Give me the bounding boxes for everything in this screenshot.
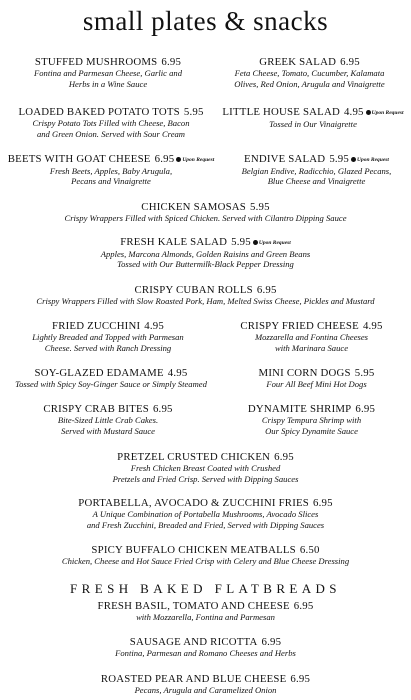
item-desc: A Unique Combination of Portabella Mushrooms, Avocado Slices bbox=[92, 509, 319, 519]
item-price: 5.95 bbox=[183, 106, 204, 118]
flatbread-basil-tomato bbox=[0, 600, 411, 623]
item-price: 5.95 bbox=[329, 153, 350, 165]
item-desc: Our Spicy Dynamite Sauce bbox=[265, 425, 358, 436]
item-name: SOY-GLAZED EDAMAME bbox=[34, 367, 164, 379]
item-name: FRESH BASIL, TOMATO AND CHEESE bbox=[97, 600, 290, 612]
upon-request-icon bbox=[366, 110, 371, 115]
upon-request-badge: Upon Request bbox=[176, 154, 214, 166]
item-desc: and Green Onion. Served with Sour Cream bbox=[36, 128, 186, 139]
item-desc: Served with Mustard Sauce bbox=[61, 425, 155, 436]
item-desc: Belgian Endive, Radicchio, Glazed Pecans, bbox=[241, 165, 392, 176]
item-name: CRISPY CUBAN ROLLS bbox=[134, 284, 253, 296]
item-desc: Pretzels and Fried Crisp. Served with Dipping Sauces bbox=[112, 473, 299, 484]
item-desc: Herbs in a Wine Sauce bbox=[68, 78, 148, 89]
menu-item-portabella-fries bbox=[0, 497, 411, 530]
upon-request-icon bbox=[253, 240, 258, 245]
item-name: BEETS WITH GOAT CHEESE bbox=[7, 153, 151, 165]
item-desc: Pecans, Arugula and Caramelized Onion bbox=[134, 685, 277, 695]
item-desc: Fresh Chicken Breast Coated with Crushed bbox=[130, 463, 281, 473]
upon-request-badge: Upon Request bbox=[351, 154, 389, 166]
upon-request-icon bbox=[351, 157, 356, 162]
item-name: ROASTED PEAR AND BLUE CHEESE bbox=[100, 673, 287, 685]
item-name: MINI CORN DOGS bbox=[258, 367, 351, 379]
item-desc: Bite-Sized Little Crab Cakes. bbox=[57, 415, 159, 425]
item-name: FRESH KALE SALAD bbox=[120, 236, 228, 248]
item-name: ENDIVE SALAD bbox=[244, 153, 326, 165]
item-desc: Tossed with Our Buttermilk-Black Pepper Dressing bbox=[117, 259, 294, 270]
item-name: STUFFED MUSHROOMS bbox=[34, 56, 158, 68]
menu-item-greek-salad bbox=[212, 56, 407, 89]
item-name: LITTLE HOUSE SALAD bbox=[222, 106, 340, 118]
item-desc: Fresh Beets, Apples, Baby Arugula, bbox=[49, 165, 173, 176]
item-price: 6.95 bbox=[152, 403, 173, 415]
item-desc: Feta Cheese, Tomato, Cucumber, Kalamata bbox=[234, 68, 385, 78]
item-price: 6.95 bbox=[313, 497, 333, 509]
item-desc: Fontina, Parmesan and Romano Cheeses and Herbs bbox=[115, 648, 296, 658]
menu-item-edamame bbox=[0, 367, 222, 390]
item-name: GREEK SALAD bbox=[259, 56, 337, 68]
menu-item-buffalo-meatballs bbox=[0, 544, 411, 567]
menu-item-potato-tots bbox=[6, 106, 216, 139]
item-price: 5.95 bbox=[231, 236, 251, 248]
flatbread-roasted-pear bbox=[0, 673, 411, 696]
menu-item-cuban-rolls bbox=[0, 284, 411, 307]
menu-item-kale-salad bbox=[0, 236, 411, 270]
flatbread-sausage-ricotta bbox=[0, 636, 411, 659]
item-price: 5.95 bbox=[250, 201, 270, 213]
menu-item-house-salad bbox=[218, 106, 408, 129]
item-desc: Tossed with Spicy Soy-Ginger Sauce or Simply Steamed bbox=[15, 379, 207, 389]
upon-request-badge: Upon Request bbox=[366, 107, 404, 119]
menu-item-pretzel-chicken bbox=[0, 451, 411, 484]
item-desc: with Mozzarella, Fontina and Parmesan bbox=[136, 612, 275, 622]
menu-item-crab-bites bbox=[8, 403, 208, 436]
menu-item-crispy-fried-cheese bbox=[214, 320, 409, 353]
item-price: 4.95 bbox=[167, 367, 188, 379]
item-desc: Apples, Marcona Almonds, Golden Raisins and Green Beans bbox=[100, 248, 311, 259]
menu-item-mini-corn-dogs bbox=[222, 367, 411, 390]
item-price: 6.95 bbox=[256, 284, 277, 296]
item-price: 4.95 bbox=[343, 106, 364, 118]
item-desc: Chicken, Cheese and Hot Sauce Fried Crisp with Celery and Blue Cheese Dressing bbox=[61, 556, 350, 566]
item-name: PRETZEL CRUSTED CHICKEN bbox=[117, 451, 271, 463]
item-desc: Crispy Tempura Shrimp with bbox=[261, 415, 362, 425]
item-desc: Crispy Wrappers Filled with Slow Roasted Pork, Ham, Melted Swiss Cheese, Pickles and Mustard bbox=[36, 296, 375, 306]
flatbreads-heading: FRESH BAKED FLATBREADS bbox=[70, 581, 341, 596]
item-price: 4.95 bbox=[144, 320, 164, 332]
menu-item-chicken-samosas bbox=[0, 201, 411, 224]
item-price: 6.95 bbox=[154, 153, 175, 165]
item-price: 5.95 bbox=[354, 367, 375, 379]
item-desc: Lightly Breaded and Topped with Parmesan bbox=[32, 332, 184, 342]
item-name: FRIED ZUCCHINI bbox=[52, 320, 141, 332]
menu-item-stuffed-mushrooms bbox=[8, 56, 208, 89]
item-price: 6.95 bbox=[274, 451, 294, 463]
item-price: 6.95 bbox=[290, 673, 311, 685]
item-name: SAUSAGE AND RICOTTA bbox=[129, 636, 258, 648]
item-desc: Cheese. Served with Ranch Dressing bbox=[44, 342, 172, 353]
item-price: 6.50 bbox=[299, 544, 320, 556]
item-desc: with Marinara Sauce bbox=[274, 342, 349, 353]
menu-item-endive-salad bbox=[222, 153, 411, 187]
menu-title: small plates & snacks bbox=[82, 6, 329, 36]
item-desc: Fontina and Parmesan Cheese, Garlic and bbox=[34, 68, 182, 78]
upon-request-badge: Upon Request bbox=[253, 237, 291, 249]
item-desc: Mozzarella and Fontina Cheeses bbox=[254, 332, 369, 342]
item-name: CHICKEN SAMOSAS bbox=[141, 201, 246, 213]
item-name: CRISPY CRAB BITES bbox=[43, 403, 149, 415]
item-desc: Tossed in Our Vinaigrette bbox=[269, 118, 357, 129]
menu-item-beets bbox=[0, 153, 222, 187]
item-desc: Olives, Red Onion, Arugula and Vinaigrette bbox=[234, 78, 385, 89]
item-desc: Crispy Wrappers Filled with Spiced Chicken. Served with Cilantro Dipping Sauce bbox=[64, 213, 347, 223]
item-price: 6.95 bbox=[340, 56, 360, 68]
item-desc: Crispy Potato Tots Filled with Cheese, Bacon bbox=[32, 118, 190, 128]
item-price: 4.95 bbox=[362, 320, 383, 332]
item-name: PORTABELLA, AVOCADO & ZUCCHINI FRIES bbox=[78, 497, 310, 509]
item-desc: Pecans and Vinaigrette bbox=[71, 176, 151, 187]
item-desc: Four All Beef Mini Hot Dogs bbox=[266, 379, 367, 389]
item-price: 6.95 bbox=[355, 403, 376, 415]
upon-request-icon bbox=[176, 157, 181, 162]
menu-item-dynamite-shrimp bbox=[214, 403, 409, 436]
item-name: SPICY BUFFALO CHICKEN MEATBALLS bbox=[91, 544, 296, 556]
item-name: LOADED BAKED POTATO TOTS bbox=[18, 106, 180, 118]
item-name: DYNAMITE SHRIMP bbox=[247, 403, 352, 415]
item-price: 6.95 bbox=[161, 56, 182, 68]
item-desc: and Fresh Zucchini, Breaded and Fried, Served with Dipping Sauces bbox=[86, 519, 325, 530]
item-desc: Blue Cheese and Vinaigrette bbox=[267, 176, 366, 187]
menu-item-fried-zucchini bbox=[8, 320, 208, 353]
item-price: 6.95 bbox=[293, 600, 314, 612]
item-price: 6.95 bbox=[261, 636, 282, 648]
item-name: CRISPY FRIED CHEESE bbox=[240, 320, 359, 332]
